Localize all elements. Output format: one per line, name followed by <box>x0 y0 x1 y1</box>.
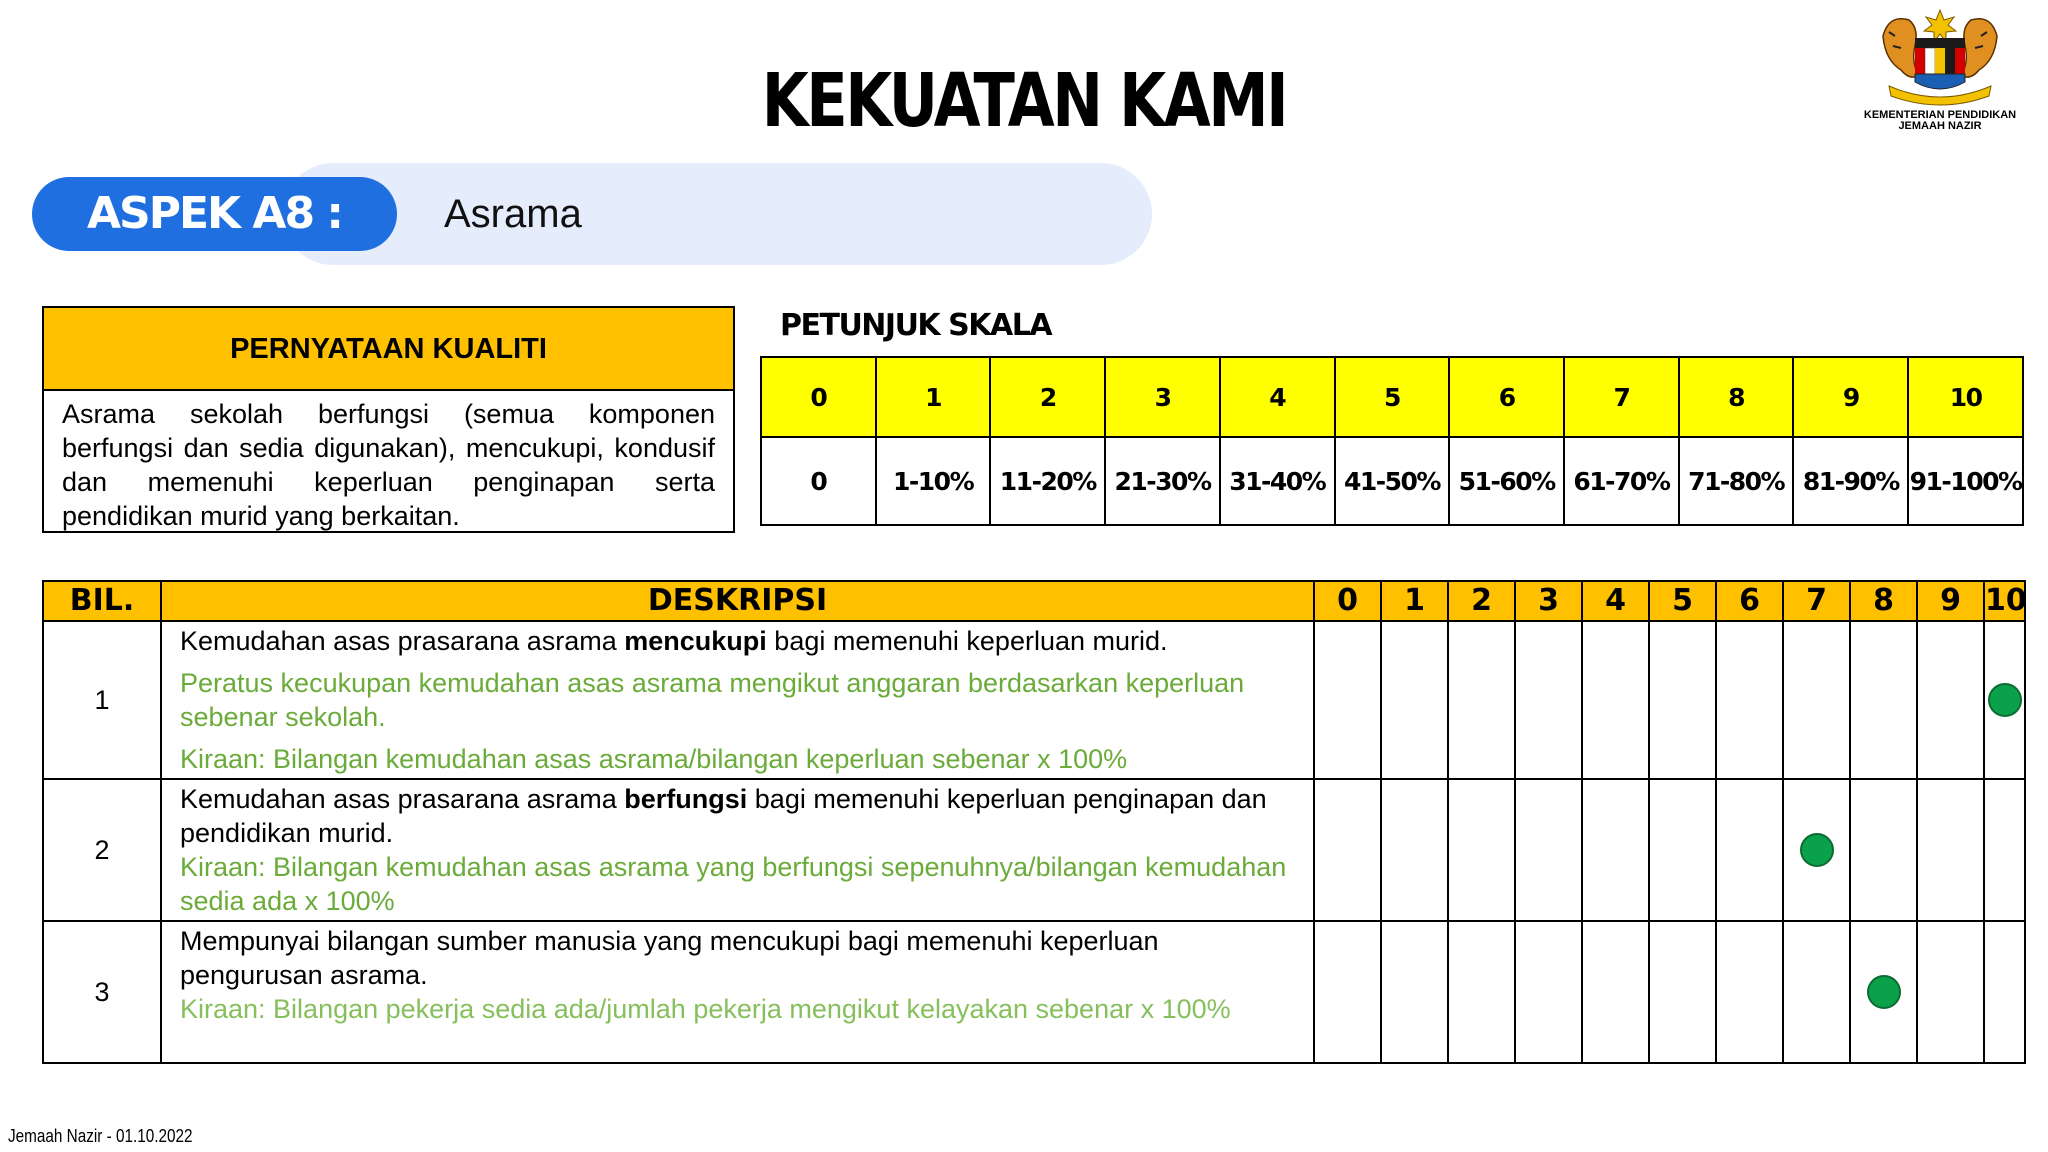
score-cell <box>1783 621 1850 779</box>
score-cell <box>1448 779 1515 921</box>
row-description <box>161 921 1314 1063</box>
description-text: Kemudahan asas prasarana asrama <box>180 784 625 814</box>
footer-text: Jemaah Nazir - 01.10.2022 <box>8 1126 193 1146</box>
description-keyword: berfungsi <box>624 784 748 814</box>
header-deskripsi: DESKRIPSI <box>161 581 1314 621</box>
score-cell <box>1917 779 1984 921</box>
table-row <box>43 621 2025 779</box>
score-marker-dot <box>1800 833 1834 867</box>
score-cell <box>1850 621 1917 779</box>
score-cell <box>1314 621 1381 779</box>
scale-range: 1-10% <box>876 437 991 525</box>
score-cell <box>1582 621 1649 779</box>
row-description <box>161 621 1314 779</box>
scale-table <box>760 356 2024 526</box>
scale-score: 8 <box>1679 357 1794 437</box>
score-cell <box>1716 779 1783 921</box>
header-score: 4 <box>1582 581 1649 621</box>
scale-title: PETUNJUK SKALA <box>780 308 1052 343</box>
description-main <box>180 624 1295 658</box>
description-formula: Kiraan: Bilangan kemudahan asas asrama yang berfungsi sepenuhnya/bilangan kemudahan sedia ada x 100% <box>180 852 1287 916</box>
score-cell <box>1649 621 1716 779</box>
header-score: 10 <box>1984 581 2025 621</box>
table-row <box>43 779 2025 921</box>
header-score: 0 <box>1314 581 1381 621</box>
row-description <box>161 779 1314 921</box>
scale-range: 31-40% <box>1220 437 1335 525</box>
scale-score: 4 <box>1220 357 1335 437</box>
score-cell <box>1381 779 1448 921</box>
scale-range: 91-100% <box>1908 437 2023 525</box>
score-cell <box>1850 779 1917 921</box>
scale-range: 51-60% <box>1449 437 1564 525</box>
score-cell <box>1515 621 1582 779</box>
description-main: Mempunyai bilangan sumber manusia yang mencukupi bagi memenuhi keperluan pengurusan asrama. <box>180 926 1159 990</box>
scale-score: 0 <box>761 357 876 437</box>
header-score: 2 <box>1448 581 1515 621</box>
score-marker-dot <box>1867 975 1901 1009</box>
score-cell <box>1917 921 1984 1063</box>
scale-score: 10 <box>1908 357 2023 437</box>
ministry-name: KEMENTERIAN PENDIDIKAN <box>1863 109 2017 121</box>
aspect-value: Asrama <box>444 192 582 236</box>
description-text: bagi memenuhi keperluan murid. <box>766 626 1168 656</box>
score-cell <box>1515 779 1582 921</box>
scale-score: 9 <box>1793 357 1908 437</box>
row-number: 1 <box>43 621 161 779</box>
quality-statement-heading: PERNYATAAN KUALITI <box>44 308 733 391</box>
score-cell <box>1850 921 1917 1063</box>
scale-score: 1 <box>876 357 991 437</box>
assessment-table <box>42 580 2026 1064</box>
scale-range: 21-30% <box>1105 437 1220 525</box>
scale-score: 5 <box>1335 357 1450 437</box>
scale-score: 7 <box>1564 357 1679 437</box>
header-score: 8 <box>1850 581 1917 621</box>
ministry-unit: JEMAAH NAZIR <box>1898 120 1982 132</box>
header-score: 1 <box>1381 581 1448 621</box>
scale-range-row <box>761 437 2023 525</box>
scale-score: 6 <box>1449 357 1564 437</box>
scale-score-row <box>761 357 2023 437</box>
aspect-label: ASPEK A8 : <box>32 177 397 251</box>
score-cell <box>1314 921 1381 1063</box>
description-main <box>180 782 1295 850</box>
score-cell <box>1984 779 2025 921</box>
scale-range: 11-20% <box>990 437 1105 525</box>
header-score: 6 <box>1716 581 1783 621</box>
score-cell <box>1783 921 1850 1063</box>
header-score: 9 <box>1917 581 1984 621</box>
score-cell <box>1314 779 1381 921</box>
description-keyword: mencukupi <box>624 626 767 656</box>
page-title: KEKUATAN KAMI <box>761 58 1287 144</box>
header-score: 3 <box>1515 581 1582 621</box>
scale-range: 61-70% <box>1564 437 1679 525</box>
quality-statement-box <box>42 306 735 533</box>
description-indicator: Peratus kecukupan kemudahan asas asrama mengikut anggaran berdasarkan keperluan sebenar sekolah. <box>180 668 1245 732</box>
row-number: 2 <box>43 779 161 921</box>
score-cell <box>1716 621 1783 779</box>
scale-range: 41-50% <box>1335 437 1450 525</box>
score-cell <box>1716 921 1783 1063</box>
scale-score: 2 <box>990 357 1105 437</box>
scale-range: 81-90% <box>1793 437 1908 525</box>
description-formula: Kiraan: Bilangan kemudahan asas asrama/bilangan keperluan sebenar x 100% <box>180 744 1128 774</box>
score-cell <box>1582 779 1649 921</box>
score-cell <box>1582 921 1649 1063</box>
score-cell <box>1381 921 1448 1063</box>
header-score: 7 <box>1783 581 1850 621</box>
table-row <box>43 921 2025 1063</box>
description-text: Kemudahan asas prasarana asrama <box>180 626 625 656</box>
score-marker-dot <box>1988 683 2022 717</box>
score-cell <box>1783 779 1850 921</box>
table-header-row <box>43 581 2025 621</box>
score-cell <box>1381 621 1448 779</box>
header-bil: BIL. <box>43 581 161 621</box>
score-cell <box>1649 779 1716 921</box>
score-cell <box>1448 921 1515 1063</box>
header-score: 5 <box>1649 581 1716 621</box>
score-cell <box>1515 921 1582 1063</box>
quality-statement-text: Asrama sekolah berfungsi (semua komponen berfungsi dan sedia digunakan), mencukupi, kondusif dan memenuhi keperluan penginapan serta pendidikan murid yang berkaitan. <box>62 399 715 531</box>
score-cell <box>1984 621 2025 779</box>
row-number: 3 <box>43 921 161 1063</box>
coat-of-arms-icon <box>1875 6 2005 110</box>
score-cell <box>1448 621 1515 779</box>
scale-range: 71-80% <box>1679 437 1794 525</box>
score-cell <box>1649 921 1716 1063</box>
score-cell <box>1917 621 1984 779</box>
scale-range: 0 <box>761 437 876 525</box>
ministry-logo <box>1840 6 2040 146</box>
scale-score: 3 <box>1105 357 1220 437</box>
score-cell <box>1984 921 2025 1063</box>
description-formula: Kiraan: Bilangan pekerja sedia ada/jumlah pekerja mengikut kelayakan sebenar x 100% <box>180 994 1231 1024</box>
description-text: bagi memenuhi keperluan penginapan dan pendidikan murid. <box>180 784 1267 848</box>
aspect-banner <box>282 163 1152 265</box>
